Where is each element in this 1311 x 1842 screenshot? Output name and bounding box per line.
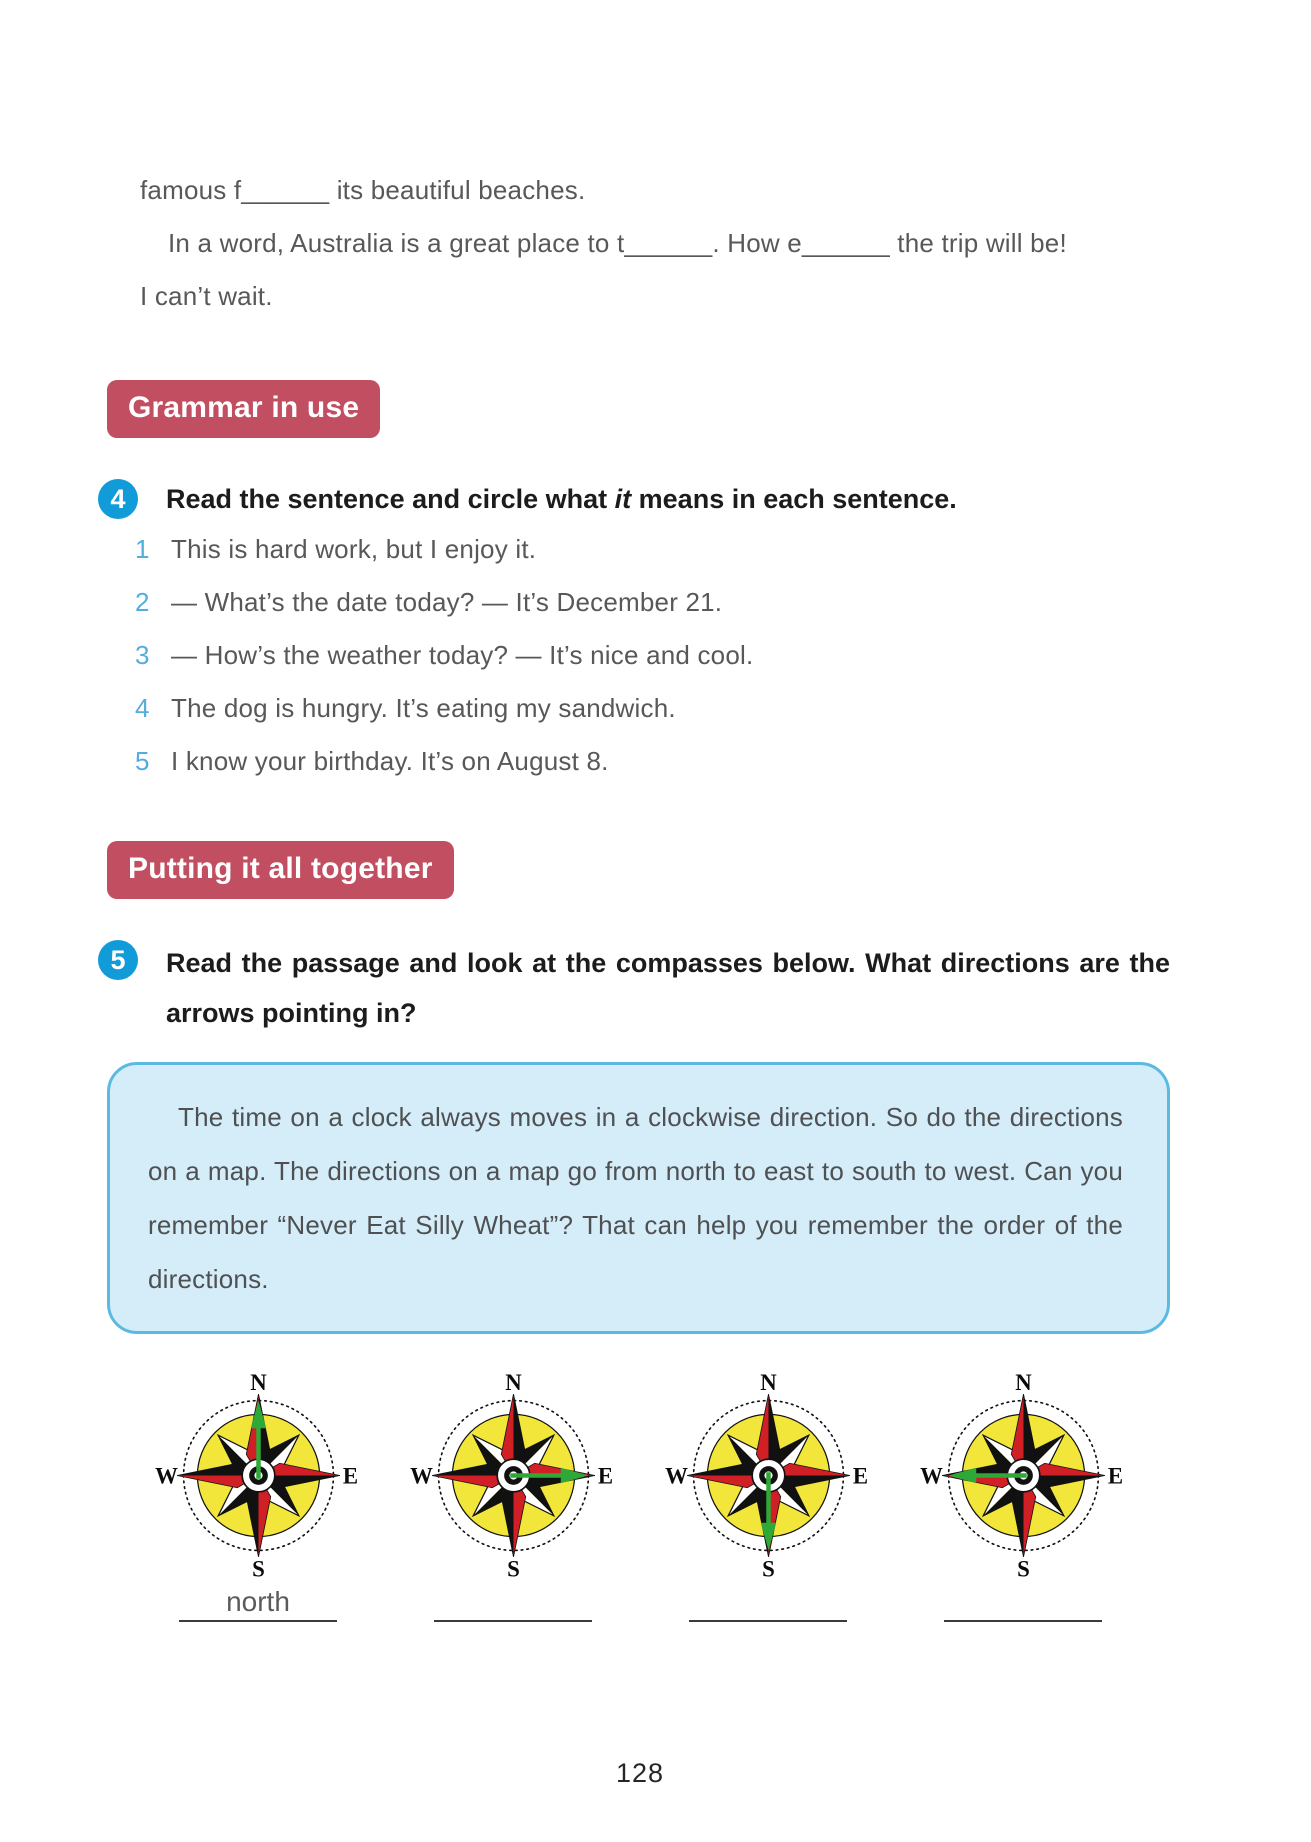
opening-line-2: In a word, Australia is a great place to t______. How e______ the trip will be! bbox=[168, 228, 1067, 258]
opening-line-1: famous f______ its beautiful beaches. bbox=[140, 175, 586, 205]
list-item-number: 1 bbox=[135, 534, 150, 564]
answer-blank-3 bbox=[689, 1583, 847, 1622]
compass-image bbox=[661, 1368, 876, 1583]
list-item bbox=[135, 746, 753, 799]
compass-figure-4 bbox=[898, 1368, 1148, 1622]
list-item-number: 4 bbox=[135, 693, 150, 723]
exercise-4-title-prefix: Read the sentence and circle what bbox=[166, 484, 615, 514]
answer-word bbox=[944, 1583, 1102, 1620]
compass-label-s: S bbox=[1016, 1556, 1030, 1582]
compass-label-w: W bbox=[409, 1463, 433, 1489]
list-item-text: This is hard work, but I enjoy it. bbox=[171, 534, 537, 564]
exercise-4-title-suffix: means in each sentence. bbox=[631, 484, 957, 514]
page-footer bbox=[0, 1758, 1280, 1789]
exercise-5-title: Read the passage and look at the compasses below. What directions are the arrows pointing in? bbox=[166, 948, 1170, 1028]
list-item-text: — How’s the weather today? — It’s nice and cool. bbox=[171, 640, 754, 670]
section-badge-grammar-in-use: Grammar in use bbox=[107, 380, 380, 438]
compass-label-e: E bbox=[852, 1463, 868, 1489]
answer-line bbox=[434, 1620, 592, 1622]
compass-figure-1 bbox=[133, 1368, 383, 1622]
exercise-4-title-italic-word: it bbox=[614, 484, 632, 514]
answer-line bbox=[689, 1620, 847, 1622]
exercise-4-header bbox=[98, 477, 957, 521]
compass-label-n: N bbox=[759, 1369, 777, 1395]
list-item-number: 5 bbox=[135, 746, 150, 776]
opening-paragraph bbox=[140, 164, 1180, 323]
info-box bbox=[107, 1062, 1170, 1334]
compass-image bbox=[151, 1368, 366, 1583]
compass-label-w: W bbox=[919, 1463, 943, 1489]
compass-label-e: E bbox=[342, 1463, 358, 1489]
compass-label-w: W bbox=[664, 1463, 688, 1489]
answer-line bbox=[179, 1620, 337, 1622]
list-item-text: The dog is hungry. It’s eating my sandwich. bbox=[171, 693, 676, 723]
compass-label-n: N bbox=[504, 1369, 522, 1395]
compass-label-w: W bbox=[154, 1463, 178, 1489]
compass-label-s: S bbox=[761, 1556, 775, 1582]
compass-label-s: S bbox=[506, 1556, 520, 1582]
page-number: 128 bbox=[615, 1758, 665, 1788]
list-item bbox=[135, 640, 753, 693]
compass-image bbox=[406, 1368, 621, 1583]
answer-blank-1 bbox=[179, 1583, 337, 1622]
compass-label-n: N bbox=[1014, 1369, 1032, 1395]
compass-figure-2 bbox=[388, 1368, 638, 1622]
compass-image bbox=[916, 1368, 1131, 1583]
compass-label-e: E bbox=[1107, 1463, 1123, 1489]
section-badge-putting-it-all-together: Putting it all together bbox=[107, 841, 454, 899]
answer-word bbox=[689, 1583, 847, 1620]
list-item bbox=[135, 534, 753, 587]
exercise-5-header bbox=[98, 938, 1170, 1038]
answer-blank-4 bbox=[944, 1583, 1102, 1622]
answer-blank-2 bbox=[434, 1583, 592, 1622]
answer-line bbox=[944, 1620, 1102, 1622]
list-item-number: 2 bbox=[135, 587, 150, 617]
list-item bbox=[135, 587, 753, 640]
info-box-text: The time on a clock always moves in a clockwise direction. So do the directions on a map. The directions on a map go from north to east to south to west. Can you remember “Never Eat Silly Wheat”? That can help you remember the order of the directions. bbox=[148, 1102, 1123, 1294]
list-item-text: I know your birthday. It’s on August 8. bbox=[171, 746, 609, 776]
answer-word bbox=[434, 1583, 592, 1620]
list-item bbox=[135, 693, 753, 746]
exercise-4-number-badge: 4 bbox=[98, 479, 138, 519]
compass-figure-3 bbox=[643, 1368, 893, 1622]
list-item-text: — What’s the date today? — It’s December 21. bbox=[171, 587, 723, 617]
exercise-4-sentence-list bbox=[135, 534, 753, 799]
answer-word: north bbox=[226, 1586, 290, 1617]
exercise-4-title bbox=[166, 477, 957, 521]
compass-row bbox=[133, 1368, 1148, 1622]
compass-label-e: E bbox=[597, 1463, 613, 1489]
compass-label-s: S bbox=[251, 1556, 265, 1582]
compass-label-n: N bbox=[249, 1369, 267, 1395]
opening-line-3: I can’t wait. bbox=[140, 281, 273, 311]
exercise-5-number-badge: 5 bbox=[98, 940, 138, 980]
list-item-number: 3 bbox=[135, 640, 150, 670]
